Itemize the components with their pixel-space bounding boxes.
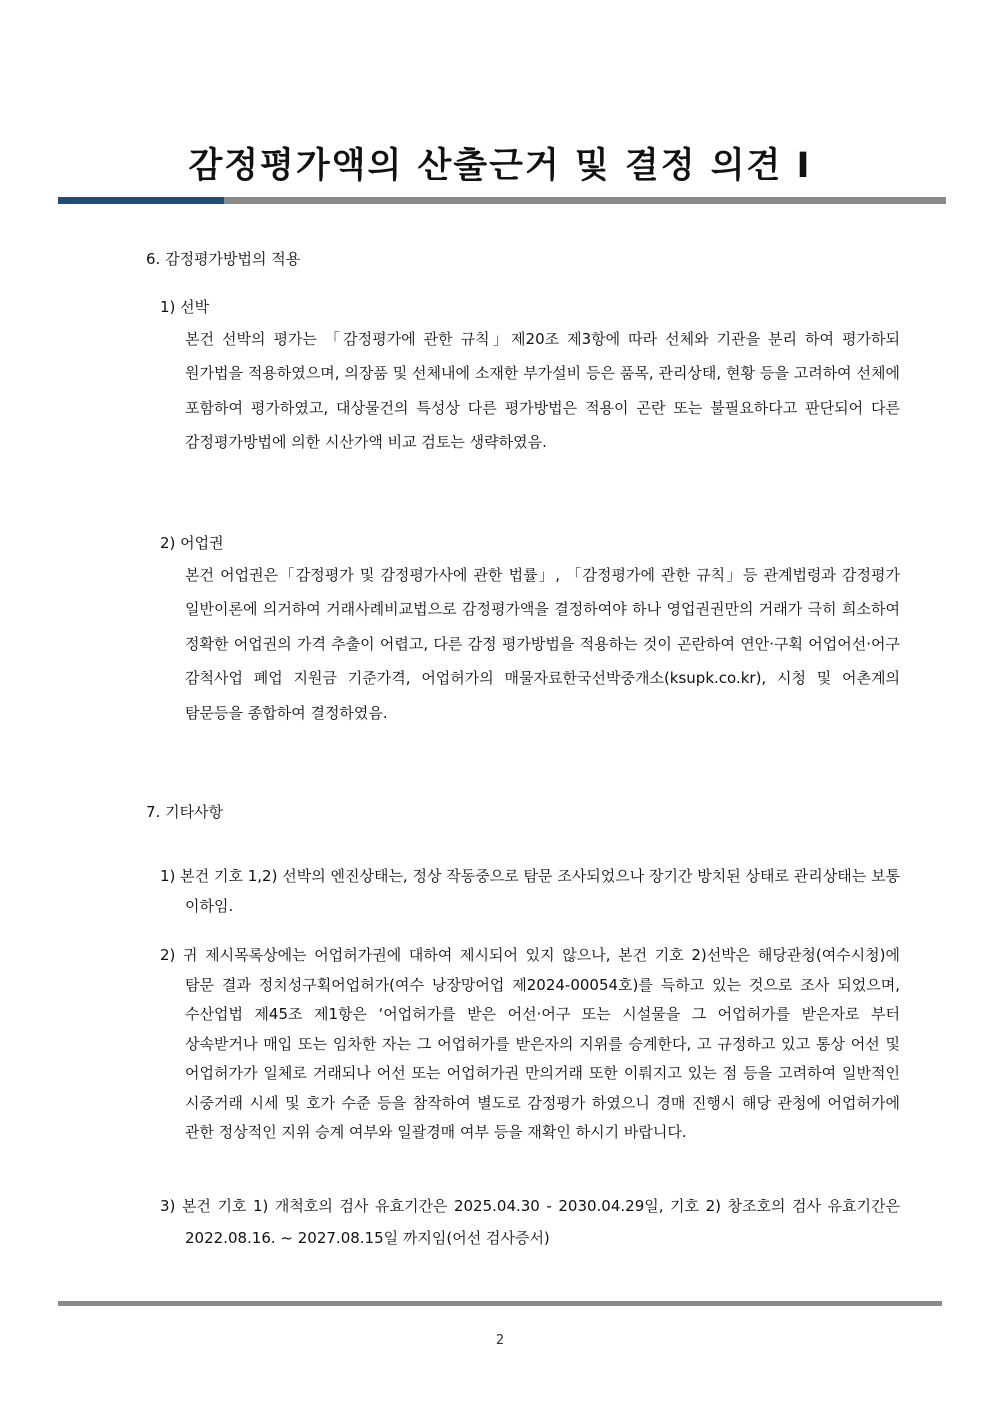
section-7-item-2: 2) 귀 제시목록상에는 어업허가권에 대하여 제시되어 있지 않으나, 본건 기호 2)선박은 해당관청(여수시청)에 탐문 결과 정치성구획어업허가(여수 낭장망어업 제2024-00054호)를 득하고 있는 것으로 조사 되었으며, 수산업법 제45조 제1항은 ‘어업허가를 받은 어선·어구 또는 시설물을 그 어업허가를 받은자로 부터 상속받거나 매입 또는 임차한 자는 그 어업허가를 받은자의 지위를 승계한다, 고 규정하고 있고 통상 어선 및 어업허가가 일체로 거래되나 어선 또는 어업허가권 만의거래 또한 이뤄지고 있는 점 등을 고려하여 일반적인 시중거래 시세 및 호가 수준 등을 참작하여 별도로 감정평가 하였으니 경매 진행시 해당 관청에 어업허가에 관한 정상적인 지위 승계 여부와 일괄경매 여부 등을 재확인 하시기 바랍니다. xyxy=(160,946,900,1141)
section-7-heading: 7. 기타사항 xyxy=(146,803,224,821)
footer-rule xyxy=(58,1301,942,1306)
section-7-item-3: 3) 본건 기호 1) 개척호의 검사 유효기간은 2025.04.30 - 2030.04.29일, 기호 2) 창조호의 검사 유효기간은 2022.08.16. ~ 2027.08.15일 까지임(어선 검사증서) xyxy=(160,1197,900,1247)
section-6-item-2-text: 본건 어업권은「감정평가 및 감정평가사에 관한 법률」, 「감정평가에 관한 규칙」등 관계법령과 감정평가 일반이론에 의거하여 거래사례비교법으로 감정평가액을 결정하여야 하나 영업권권만의 거래가 극히 희소하여 정확한 어업권의 가격 추출이 어렵고, 다른 감정 평가방법을 적용하는 것이 곤란하여 연안·구획 어업어선·어구 감척사업 폐업 지원금 기준가격, 어업허가의 매물자료한국선박중개소(ksupk.co.kr), 시청 및 어촌계의 탐문등을 종합하여 결정하였음. xyxy=(185,566,900,722)
section-6-item-2-label: 2) 어업권 xyxy=(160,534,224,552)
page-number: 2 xyxy=(495,1333,505,1348)
section-6-heading: 6. 감정평가방법의 적용 xyxy=(146,250,301,268)
section-6-item-1-label: 1) 선박 xyxy=(160,298,210,316)
section-7-item-1: 1) 본건 기호 1,2) 선박의 엔진상태는, 정상 작동중으로 탐문 조사되었으나 장기간 방치된 상태로 관리상태는 보통 이하임. xyxy=(160,867,900,915)
page-title: 감정평가액의 산출근거 및 결정 의견 I xyxy=(188,146,812,186)
section-6-item-1-text: 본건 선박의 평가는 「감정평가에 관한 규칙」제20조 제3항에 따라 선체와 기관을 분리 하여 평가하되 원가법을 적용하였으며, 의장품 및 선체내에 소재한 부가설비 등은 품목, 관리상태, 현황 등을 고려하여 선체에 포함하여 평가하였고, 대상물건의 특성상 다른 평가방법은 적용이 곤란 또는 불필요하다고 판단되어 다른 감정평가방법에 의한 시산가액 비교 검토는 생략하였음. xyxy=(185,330,900,452)
title-underline xyxy=(58,197,946,204)
title-underline-accent xyxy=(58,197,224,204)
